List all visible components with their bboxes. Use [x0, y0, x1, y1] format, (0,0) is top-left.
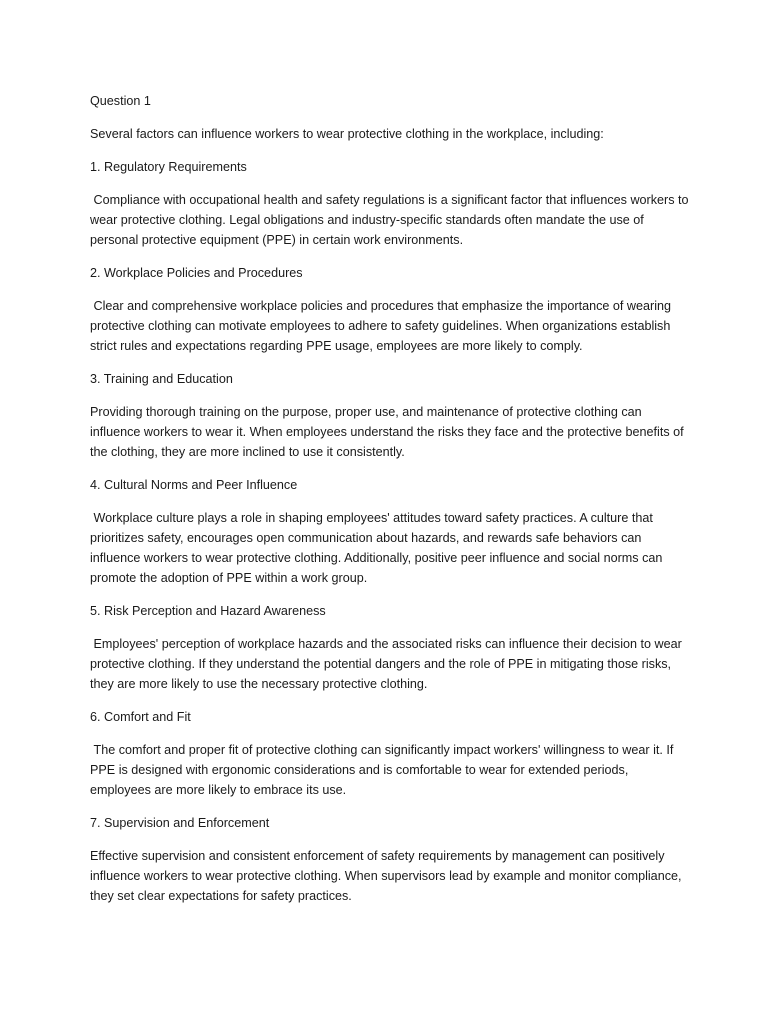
factor-heading-supervision: 7. Supervision and Enforcement	[90, 816, 270, 830]
factor-heading-policies: 2. Workplace Policies and Procedures	[90, 266, 303, 280]
intro-paragraph: Several factors can influence workers to wear protective clothing in the workplace, including:	[90, 127, 604, 141]
factor-body-regulatory: Compliance with occupational health and safety regulations is a significant factor that influences workers to wear protective clothing. Legal obligations and industry-specific standards often mandate the use of personal protective equipment (PPE) in certain work environments.	[90, 193, 693, 247]
document-page	[90, 91, 693, 919]
question-heading: Question 1	[90, 94, 151, 108]
factor-body-culture: Workplace culture plays a role in shaping employees' attitudes toward safety practices. A culture that prioritizes safety, encourages open communication about hazards, and rewards safe behaviors can influence workers to wear protective clothing. Additionally, positive peer influence and social norms can promote the adoption of PPE within a work group.	[90, 511, 666, 585]
factor-body-comfort: The comfort and proper fit of protective clothing can significantly impact workers' willingness to wear it. If PPE is designed with ergonomic considerations and is comfortable to wear for extended periods, employees are more likely to embrace its use.	[90, 743, 677, 797]
factor-heading-risk: 5. Risk Perception and Hazard Awareness	[90, 604, 326, 618]
factor-heading-training: 3. Training and Education	[90, 372, 233, 386]
factor-body-risk: Employees' perception of workplace hazards and the associated risks can influence their decision to wear protective clothing. If they understand the potential dangers and the role of PPE in mitigating those risks, they are more likely to use the necessary protective clothing.	[90, 637, 686, 691]
factor-body-training: Providing thorough training on the purpose, proper use, and maintenance of protective clothing can influence workers to wear it. When employees understand the risks they face and the protective benefits of the clothing, they are more inclined to use it consistently.	[90, 405, 688, 459]
factor-body-policies: Clear and comprehensive workplace policies and procedures that emphasize the importance of wearing protective clothing can motivate employees to adhere to safety guidelines. When organizations establish strict rules and expectations regarding PPE usage, employees are more likely to comply.	[90, 299, 675, 353]
factor-heading-culture: 4. Cultural Norms and Peer Influence	[90, 478, 298, 492]
factor-heading-comfort: 6. Comfort and Fit	[90, 710, 191, 724]
factor-heading-regulatory: 1. Regulatory Requirements	[90, 160, 247, 174]
factor-body-supervision: Effective supervision and consistent enforcement of safety requirements by management can positively influence workers to wear protective clothing. When supervisors lead by example and monitor compliance, they set clear expectations for safety practices.	[90, 849, 685, 903]
